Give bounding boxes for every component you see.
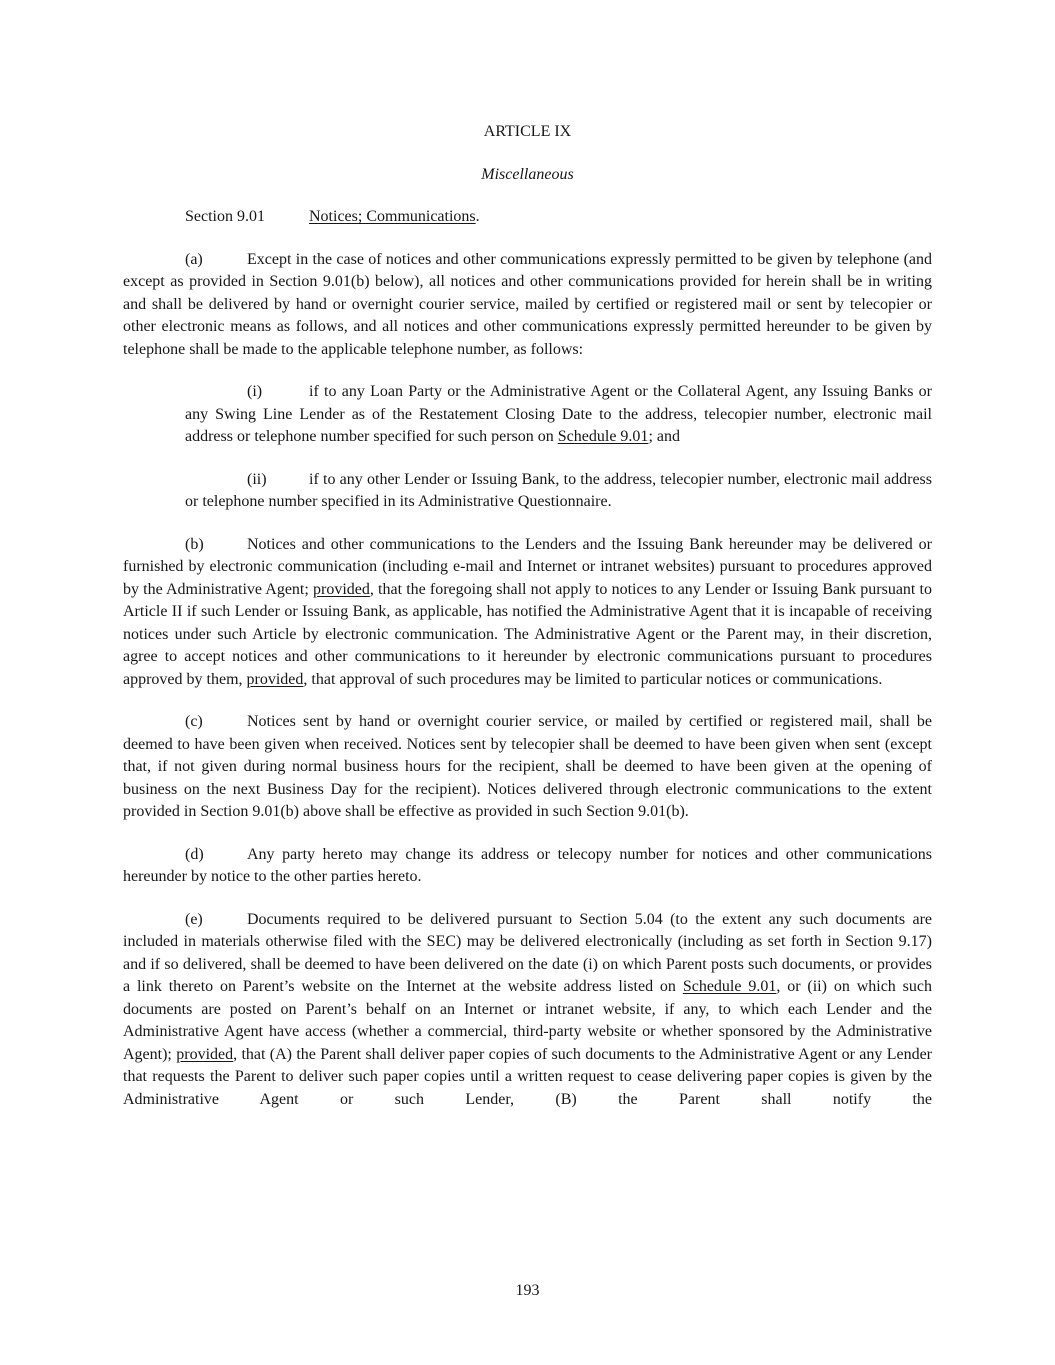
paragraph-label: (a) xyxy=(185,250,203,268)
section-number: Section 9.01 xyxy=(185,208,265,225)
text-run: ; and xyxy=(648,428,680,445)
text-run: if to any Loan Party or the Administrative Agent or the Collateral Agent, any Issuing Banks or any Swing Line Lender as of the Restatement Closing Date to the address, telecopier number, electronic mail address or telephone number specified for such person on xyxy=(185,383,932,445)
text-run: Any party hereto may change its address or telecopy number for notices and other communications hereunder by notice to the other parties hereto. xyxy=(123,845,932,885)
text-run: if to any other Lender or Issuing Bank, to the address, telecopier number, electronic mail address or telephone number specified in its Administrative Questionnaire. xyxy=(185,470,932,510)
text-run: Documents required to be delivered pursuant to Section 5.04 (to the extent any such documents are included in materials otherwise filed with the SEC) may be delivered electronically (including as set forth in Section 9.17) and if so delivered, shall be deemed to have been delivered on the date (i) on which Parent posts such documents, or provides a link thereto on Parent’s website on the Internet at the website address listed on xyxy=(123,910,932,995)
underlined-term: provided xyxy=(246,670,304,688)
text-run: , that approval of such procedures may be limited to particular notices or communications. xyxy=(303,670,883,688)
paragraph-label: (b) xyxy=(185,535,204,553)
section-title: Notices; Communications xyxy=(309,208,476,225)
paragraph-c xyxy=(123,711,932,824)
text-run: Notices and other communications to the Lenders and the Issuing Bank hereunder may be delivered or furnished by electronic communication (including e-mail and Internet or intranet websites) pursuant to procedures approved by the Administrative Agent; xyxy=(123,535,932,598)
paragraph-label: (c) xyxy=(185,713,203,730)
paragraph-label: (e) xyxy=(185,910,203,928)
paragraphs-container xyxy=(123,249,932,1112)
underlined-term: Schedule 9.01 xyxy=(557,428,649,445)
section-heading xyxy=(123,206,932,229)
page-number: 193 xyxy=(515,1282,540,1299)
section-title-suffix: . xyxy=(475,208,480,225)
underlined-term: provided xyxy=(176,1045,234,1063)
paragraph-d xyxy=(123,844,932,889)
paragraph-a xyxy=(123,249,932,362)
text-run: Notices sent by hand or overnight courier service, or mailed by certified or registered mail, shall be deemed to have been given when received. Notices sent by telecopier shall be deemed to have been given when sent (except that, if not given during normal business hours for the recipient, shall be deemed to have been given at the opening of business on the next Business Day for the recipient). Notices delivered through electronic communications to the extent provided in Section 9.01(b) above shall be effective as provided in such Section 9.01(b). xyxy=(123,713,932,820)
paragraph-label: (ii) xyxy=(247,470,267,488)
underlined-term: provided xyxy=(312,580,370,598)
paragraph-i xyxy=(185,381,932,449)
paragraph-label: (d) xyxy=(185,845,204,863)
paragraph-b xyxy=(123,534,932,692)
text-run: , or (ii) on which such documents are posted on Parent’s behalf on an Internet or intranet website, if any, to which each Lender and the Administrative Agent have access (whether a commercial, third-party website or whether sponsored by the Administrative Agent); xyxy=(123,978,933,1063)
article-subtitle: Miscellaneous xyxy=(481,165,574,183)
paragraph-e xyxy=(123,909,932,1112)
text-run: Except in the case of notices and other communications expressly permitted to be given by telephone (and except as provided in Section 9.01(b) below), all notices and other communications provided for herein shall be in writing and shall be delivered by hand or overnight courier service, mailed by certified or registered mail or sent by telecopier or other electronic means as follows, and all notices and other communications expressly permitted hereunder to be given by telephone shall be made to the applicable telephone number, as follows: xyxy=(123,250,932,358)
paragraph-ii xyxy=(185,469,932,514)
paragraph-label: (i) xyxy=(247,383,263,400)
text-run: , that the foregoing shall not apply to notices to any Lender or Issuing Bank pursuant to Article II if such Lender or Issuing Bank, as applicable, has notified the Administrative Agent that it is incapable of receiving notices under such Article by electronic communication. The Administrative Agent or the Parent may, in their discretion, agree to accept notices and other communications to it hereunder by electronic communications pursuant to procedures approved by them, xyxy=(123,580,932,688)
underlined-term: Schedule 9.01 xyxy=(682,978,777,995)
text-run: , that (A) the Parent shall deliver paper copies of such documents to the Administrative Agent or any Lender that requests the Parent to deliver such paper copies until a written request to cease delivering paper copies is given by the Administrative Agent or such Lender, (B) the Parent shall notify the xyxy=(123,1045,933,1108)
article-heading: ARTICLE IX xyxy=(483,123,572,140)
